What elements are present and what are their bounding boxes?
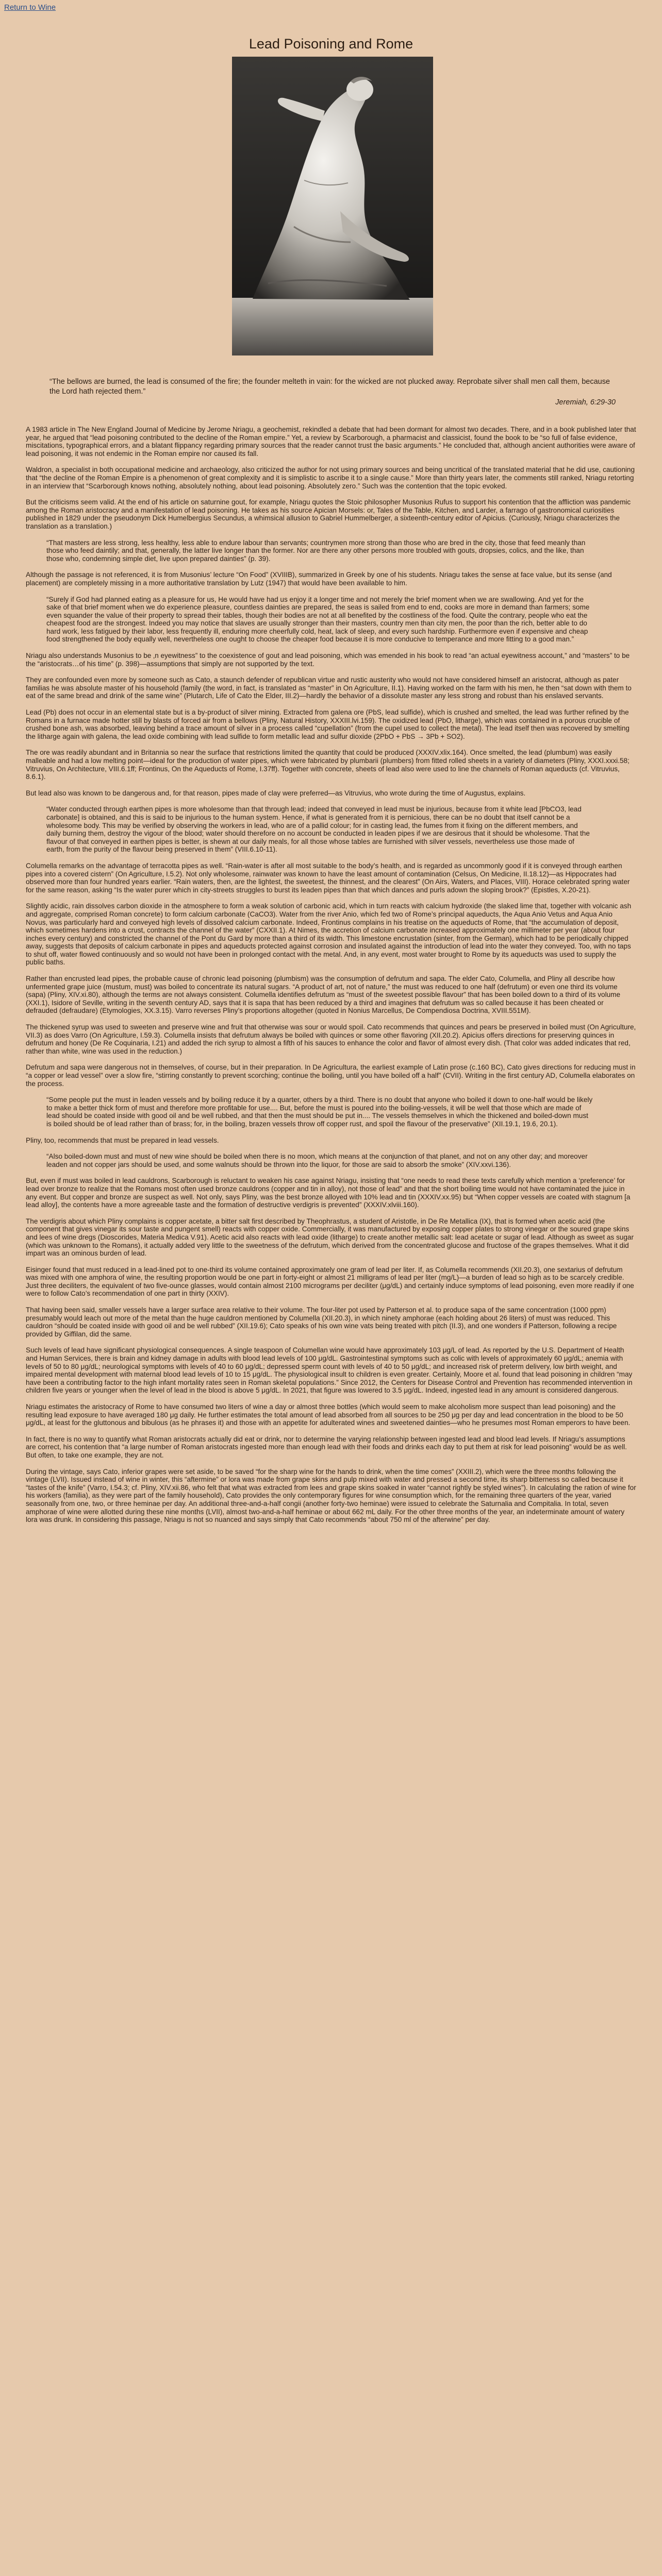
paragraph: During the vintage, says Cato, inferior grapes were set aside, to be saved “for the sharp wine for the hands to drink, when the time comes” (XXIII.2), which were the three months following the vintage (LVII). Issued instead of wine in winter, this “aftermine” or lora was made from grape skins and pulp mixed with water and pressed a second time, its sharp bitterness so called because it “tastes of the knife” (Varro, I.54.3; cf. Pliny, XIV.xii.86, who felt that what was extracted from lees and grape skins soaked in water “cannot rightly be styled wines”). In calculating the ration of wine for his workers (familia), as they were part of the family household), Cato provides the only contemporary figures for wine consumption which, for the remaining three quarters of the year, varied seasonally from one, two, or three heminae per day. An additional three-and-a-half congii (another forty-two heminae) were issued to celebrate the Saturnalia and Compitalia. In total, seven amphorae of wine were allotted during these nine months (LVII), almost two-and-a-half heminae or about 662 mL daily. For the other three months of the year, an indeterminate amount of watery lora was drunk. In considering this passage, Nriagu is not so nuanced and says simply that Cato recommends “about 750 ml of the afterwine” per day. [26,1467,636,1524]
article-body [26,426,636,1532]
quote-text: “Surely if God had planned eating as a pleasure for us, He would have had us enjoy it a longer time and not merely the brief moment when we are swallowing. And yet for the sake of that brief moment when we do experience pleasure, countless dainties are prepared, the seas is sailed from end to end, cooks are more in demand than farmers; some even squander the value of their property to spread their tables, though their bodies are not at all benefited by the costliness of the food. Quite the contrary, people who eat the cheapest food are the strongest. Indeed you may notice that slaves are usually stronger than their masters, country men than city men, the poor than the rich, better able to do hard work, less fatigued by their labor, less frequently ill, enduring more cheerfully cold, heat, lack of sleep, and every such hardship. Furthermore even if expensive and cheap food strengthened the body equally well, nevertheless one ought to choose the cheaper food because it is more conducive to temperance and more fitting to a good man.” [46,595,590,643]
quote-text: “Some people put the must in leaden vessels and by boiling reduce it by a quarter, others by a third. There is no doubt that anyone who boiled it down to one-half would be likely to make a better thick form of must and therefore more profitable for use.... But, before the must is poured into the boiling-vessels, it will be well that those which are made of lead should be coated inside with good oil and be well rubbed, and that then the must should be put in.... The vessels themselves in which the thickened and boiled-down must is boiled should be of lead rather than of brass; for, in the boiling, brazen vessels throw off copper rust, and spoil the flavour of the preservative” (XII.19.1, 19.6, 20.1). [46,1096,593,1128]
epigraph-quote: “The bellows are burned, the lead is consumed of the fire; the founder melteth in vain: for the wicked are not plucked away. Reprobate silver shall men call them, because the Lord hath rejected them.” [49,378,610,396]
paragraph: They are confounded even more by someone such as Cato, a staunch defender of republican virtue and rustic austerity who would not have considered himself an aristocrat, although as pater familias he was absolute master of his household (family (the word, in fact, is translated as “master” in On Agriculture, II.1). Having worked on the farm with his men, he then “sat down with them to eat of the same bread and drink of the same wine” (Plutarch, Life of Cato the Elder, III.2)—hardly the behavior of a dissolute master any less strong and robust than his enslaved servants. [26,676,632,700]
quote-text: “That masters are less strong, less healthy, less able to endure labour than servants; countrymen more strong than those who are bred in the city, those that feed meanly than those who feed daintily; and that, generally, the latter live longer than the former. Nor are there any other persons more troubled with gouts, dropsies, colics, and the like, than those who, condemning simple diet, live upon prepared dainties” (p. 39). [46,538,586,563]
quote-text: “Water conducted through earthen pipes is more wholesome than that through lead; indeed that conveyed in lead must be injurious, because from it white lead [PbCO3, lead carbonate] is obtained, and this is said to be injurious to the human system. Hence, if what is generated from it is pernicious, there can be no doubt that itself cannot be a wholesome body. This may be verified by observing the workers in lead, who are of a pallid colour; for in casting lead, the fumes from it fixing on the different members, and daily burning them, destroy the vigour of the blood; water should therefore on no account be conducted in leaden pipes if we are desirous that it should be wholesome. That the flavour of that conveyed in earthen pipes is better, is shewn at our daily meals, for all those whose tables are furnished with silver vessels, nevertheless use those made of earth, from the purity of the flavour being preserved in them” (VIII.6.10-11). [46,805,590,854]
block-quote [46,805,593,854]
epigraph-citation: Jeremiah, 6:29-30 [555,398,616,406]
paragraph: But lead also was known to be dangerous and, for that reason, pipes made of clay were preferred—as Vitruvius, who wrote during the time of Augustus, explains. [26,789,526,797]
paragraph: But the criticisms seem valid. At the end of his article on saturnine gout, for example, Nriagu quotes the Stoic philosopher Musonius Rufus to support his contention that the affliction was pandemic among the Roman aristocracy and a manifestation of lead poisoning. He takes as his source Apician Morsels: or, Tales of the Table, Kitchen, and Larder, a farrago of gastronomical curiosities published in 1829 under the pseudonym Dick Humelbergius Secundus, a whimsical allusion to Gabriel Hummelberger, a sixteenth-century editor of Apicius. (Curiously, Nriagu characterizes the translation as a translation.) [26,498,631,530]
paragraph: The ore was readily abundant and in Britannia so near the surface that restrictions limited the quantity that could be produced (XXXIV.xlix.164). Once smelted, the lead (plumbum) was easily malleable and had a low melting point—ideal for the production of water pipes, which were fabricated by plumbarii (plumbers) from fitted rolled sheets in a variety of diameters (Pliny, XXXI.xxxi.58; Vitruvius, On Architecture, VIII.6.1ff; Frontinus, On the Aqueducts of Rome, I.37ff). Together with concrete, sheets of lead also were used to line the channels of Roman aqueducts (cf. Vitruvius, 8.6.1). [26,749,630,781]
block-quote [46,596,593,644]
paragraph: The thickened syrup was used to sweeten and preserve wine and fruit that otherwise was sour or would spoil. Cato recommends that quinces and pears be preserved in boiled must (On Agriculture, VII.3) as does Varro (On Agriculture, I.59.3). Columella insists that defrutum always be boiled with quinces or some other flavoring (XII.20.2). Apicius offers directions for preserving quinces in defrutum and honey (De Re Coquinaria, I.21) and added the rich syrup to almost a fifth of his sauces to enhance the color and flavor of almost every dish. (That color was added indicates that red, rather than white, wine was used in the reduction.) [26,1023,636,1055]
paragraph: Pliny, too, recommends that must be prepared in lead vessels. [26,1136,219,1144]
paragraph: Slightly acidic, rain dissolves carbon dioxide in the atmosphere to form a weak solution of carbonic acid, which in turn reacts with calcium hydroxide (the slaked lime that, together with volcanic ash and aggregate, comprised Roman concrete) to form calcium carbonate (CaCO3). Water from the river Anio, which fed two of Rome’s principal aqueducts, the Aqua Anio Vetus and Aqua Anio Novus, was particularly hard and conveyed high levels of dissolved calcium carbonate. Indeed, Frontinus complains in his treatise on the aqueducts of Rome, that “the accumulation of deposit, which sometimes hardens into a crust, contracts the channel of the water” (CXXII.1). At Nimes, the accretion of calcium carbonate increased approximately one millimeter per year (about four inches every century) and constricted the channel of the Pont du Gard by more than a third of its width. This limestone encrustation (sinter, from the German), which had to be periodically chipped away, suggests that deposits of calcium carbonate in pipes and aqueducts protected against corrosion and insulated against the introduction of lead into the water they conveyed. Too, with no taps to shut off, water flowed continuously and so would not have been in prolonged contact with the metal. And, in any event, most water brought to Rome by its aqueducts was used to supply the public baths. [26,902,632,967]
epigraph [49,377,616,408]
paragraph: Nriagu also understands Musonius to be ‚n eyewitness” to the coexistence of gout and lead poisoning, which was emended in his book to read “an actual eyewitness account,” and “masters” to be the “aristocrats…of his time” (p. 398)—assumptions that simply are not supported by the text. [26,652,630,668]
paragraph: Eisinger found that must reduced in a lead-lined pot to one-third its volume contained approximately one gram of lead per liter. If, as Columella recommends (XII.20.3), one sextarius of defrutum was mixed with one amphora of wine, the resulting proportion would be one part in forty-eight or almost 21 milligrams of lead per liter (mg/L)—a burden of lead so high as to be scarcely credible. Just three deciliters, the equivalent of two five-ounce glasses, would contain almost 2100 micrograms per deciliter (μg/dL) and certainly induce symptoms of lead poisoning, even more readily if one were to follow Cato’s recommendation of one part in thirty (XXIV). [26,1265,634,1298]
paragraph: Waldron, a specialist in both occupational medicine and archaeology, also criticized the author for not using primary sources and being uncritical of the translated material that he did use, cautioning that “the decline of the Roman Empire is a phenomenon of great complexity and it is simplistic to ascribe it to a single cause.” More than thirty years later, the comments still ranked, Nriagu retorting in an interview that “Scarborough knows nothing, absolutely nothing, about lead poisoning. Absolutely zero.” Such was the contention that the topic evoked. [26,466,635,490]
paragraph: Nriagu estimates the aristocracy of Rome to have consumed two liters of wine a day or almost three bottles (which would seem to make alcoholism more suspect than lead poisoning) and the resulting lead exposure to have averaged 180 μg daily. He further estimates the total amount of lead absorbed from all sources to be 250 μg per day and lead concentration in the blood to be 50 μg/dL, at least for the gluttonous and bibulous (as he phrases it) and those with an appetite for adulterated wines and sweetened dainties—who he presumes most Roman emperors to have been. [26,1403,631,1427]
paragraph: Such levels of lead have significant physiological consequences. A single teaspoon of Columellan wine would have approximately 103 μg/L of lead. As reported by the U.S. Department of Health and Human Services, there is brain and kidney damage in adults with blood lead levels of 100 μg/dL. Gastrointestinal symptoms such as colic with levels of approximately 60 μg/dL; anemia with levels of 50 to 80 μg/dL; neurological symptoms with levels of 40 to 60 μg/dL; depressed sperm count with levels of 40 to 50 μg/dL; and increased risk of preterm delivery, low birth weight, and impaired mental development with maternal blood lead levels of 10 to 15 μg/dL. The physiological insult to children is even greater. Certainly, Moore et al. found that lead poisoning in children “may have been a contributing factor to the high infant mortality rates seen in Roman skeletal populations.” Since 2012, the Centers for Disease Control and Prevention has recommended intervention in children five years or younger when the level of lead in the blood is above 5 μg/dL. In 2021, that figure was lowered to 3.5 μg/dL. Indeed, ingested lead in any amount is considered dangerous. [26,1346,633,1395]
paragraph: Defrutum and sapa were dangerous not in themselves, of course, but in their preparation. In De Agricultura, the earliest example of Latin prose (c.160 BC), Cato gives directions for reducing must in “a copper or lead vessel” over a slow fire, “stirring constantly to prevent scorching; continue the boiling, until you have boiled off a half” (CVII). Writing in the first century AD, Columella elaborates on the process. [26,1063,636,1088]
block-quote [46,1096,593,1128]
paragraph: That having been said, smaller vessels have a larger surface area relative to their volume. The four-liter pot used by Patterson et al. to produce sapa of the same concentration (1000 ppm) presumably would leach out more of the metal than the huge cauldron mentioned by Columella (XII.20.3), in which ninety amphorae (each holding about 26 liters) of must was reduced. This cauldron “should be coated inside with good oil and be well rubbed” (XII.19.6); Cato speaks of his own wine vats being treated with pitch (II.3), and one wonders if Patterson, following a recipe provided by Giffilan, did the same. [26,1306,617,1338]
marble-statue-image [232,57,433,355]
paragraph: Although the passage is not referenced, it is from Musonius’ lecture “On Food” (XVIIIB), summarized in Greek by one of his students. Nriagu takes the sense at face value, but its sense (and placement) are completely missing in a more authoritative translation by Lutz (1947) that would have been available to him. [26,571,612,587]
back-to-wine-link[interactable]: Return to Wine [4,3,56,12]
paragraph: But, even if must was boiled in lead cauldrons, Scarborough is reluctant to weaken his case against Nriagu, insisting that “one needs to read these texts carefully which mention a ‘preference’ for lead over bronze to realize that the Romans most often used bronze cauldrons (copper and tin in alloy), not those of lead” and that the short boiling time would not have contaminated the juice in any event. But copper and bronze are suspect as well. Not only, says Pliny, was the best bronze alloyed with 10% lead and tin (XXXIV.xx.95) but “When copper vessels are coated with stagnum [a lead alloy], the contents have a more agreeable taste and the formation of destructive verdigris is prevented” (XXXIV.xlviii.160). [26,1177,631,1209]
paragraph: In fact, there is no way to quantify what Roman aristocrats actually did eat or drink, nor to determine the varying relationship between ingested lead and blood lead levels. If Nriagu’s assumptions are correct, his contention that “a large number of Roman aristocrats ingested more than enough lead with their foods and drinks each day to put them at risk for lead poisoning” would be as well. But often, to take one example, they are not. [26,1435,627,1459]
paragraph: The verdigris about which Pliny complains is copper acetate, a bitter salt first described by Theophrastus, a student of Aristotle, in De Re Metallica (IX), that is formed when acetic acid (the component that gives vinegar its sour taste and pungent smell) reacts with copper oxide. Commercially, it was manufactured by exposing copper plates to strong vinegar or the soured grape skins and lees of wine dregs (Dioscorides, Materia Medica V.91). Acetic acid also reacts with lead oxide (litharge) to create another metallic salt: lead acetate or sugar of lead. Although as sweet as sugar (which was unknown to the Romans), it actually added very little to the sweetness of the defrutum, which derived from the concentrated glucose and fructose of the grapes themselves. What it did impart was an ominous burden of lead. [26,1217,634,1258]
quote-text: “Also boiled-down must and must of new wine should be boiled when there is no moon, which means at the conjunction of that planet, and not on any other day; and moreover leaden and not copper jars should be used, and some walnuts should be thrown into the liquor, for those are said to absorb the smoke” (XIV.xxvi.136). [46,1153,588,1168]
paragraph: A 1983 article in The New England Journal of Medicine by Jerome Nriagu, a geochemist, rekindled a debate that had been dormant for almost two decades. There, and in a book published later that year, he argued that “lead poisoning contributed to the decline of the Roman empire.” Yet, a review by Scarborough, a pharmacist and classicist, found the book to be “so full of false evidence, miscitations, typographical errors, and a blatant flippancy regarding primary sources that the reader cannot trust the basic arguments.” He concluded that, although ancient authorities were aware of lead poisoning, it was not endemic in the Roman empire nor caused its fall. [26,426,636,457]
block-quote [46,539,593,563]
paragraph: Lead (Pb) does not occur in an elemental state but is a by-product of silver mining. Extracted from galena ore (PbS, lead sulfide), which is crushed and smelted, the lead was further refined by the Romans in a furnace made hotter still by blasts of forced air from a bellows (Pliny, Natural History, XXXIII.lvi.159). The oxidized lead (PbO, litharge), which was contained in a porous crucible of crushed bone ash, was absorbed, leaving behind a trace amount of silver in a process called “cupellation” (from the cupel used to collect the metal). The lead itself then was recovered by smelting the litharge again with galena, the lead oxide combining with lead sulfide to form metallic lead and sulfur dioxide (2PbO + PbS → 3Pb + SO2). [26,708,630,740]
paragraph: Columella remarks on the advantage of terracotta pipes as well. “Rain-water is after all most suitable to the body’s health, and is regarded as uncommonly good if it is conveyed through earthen pipes into a covered cistern” (On Agriculture, I.5.2). Not only wholesome, rainwater was known to have the least amount of contamination (Celsus, On Medicine, II.18.12)—as Hippocrates had observed more than four hundred years earlier. “Rain waters, then, are the lightest, the sweetest, the thinnest, and the clearest” (On Airs, Waters, and Places, VIII). Horace celebrated spring water for the same reason, asking “Is the water purer which in city-streets struggles to burst its leaden pipes than that which dances and purls adown the sloping brook?” (Epistles, X.20-21). [26,861,630,894]
block-quote [46,1153,593,1168]
page-title: Lead Poisoning and Rome [249,36,413,52]
paragraph: Rather than encrusted lead pipes, the probable cause of chronic lead poisoning (plumbism) was the consumption of defrutum and sapa. The elder Cato, Columella, and Pliny all describe how unfermented grape juice (mustum, must) was boiled to concentrate its natural sugars. “A product of art, not of nature,” the must was reduced to one half (defrutum) or even one third its volume (sapa) (Pliny, XIV.xi.80), although the terms are not always consistent. Columella identifies defrutum as “must of the sweetest possible flavour” that has been boiled down to a third of its volume (XXI.1), Isidore of Seville, writing in the seventh century AD, says that it is sapa that has been reduced by a third and imagines that defrutum was so called because it has been cheated or defrauded (defraudare) (Etymologies, XX.3.15). Varro reverses Pliny’s proportions altogether (quoted in Nonius Marcellus, De Compendiosa Doctrina, XVIII.551M). [26,975,621,1015]
